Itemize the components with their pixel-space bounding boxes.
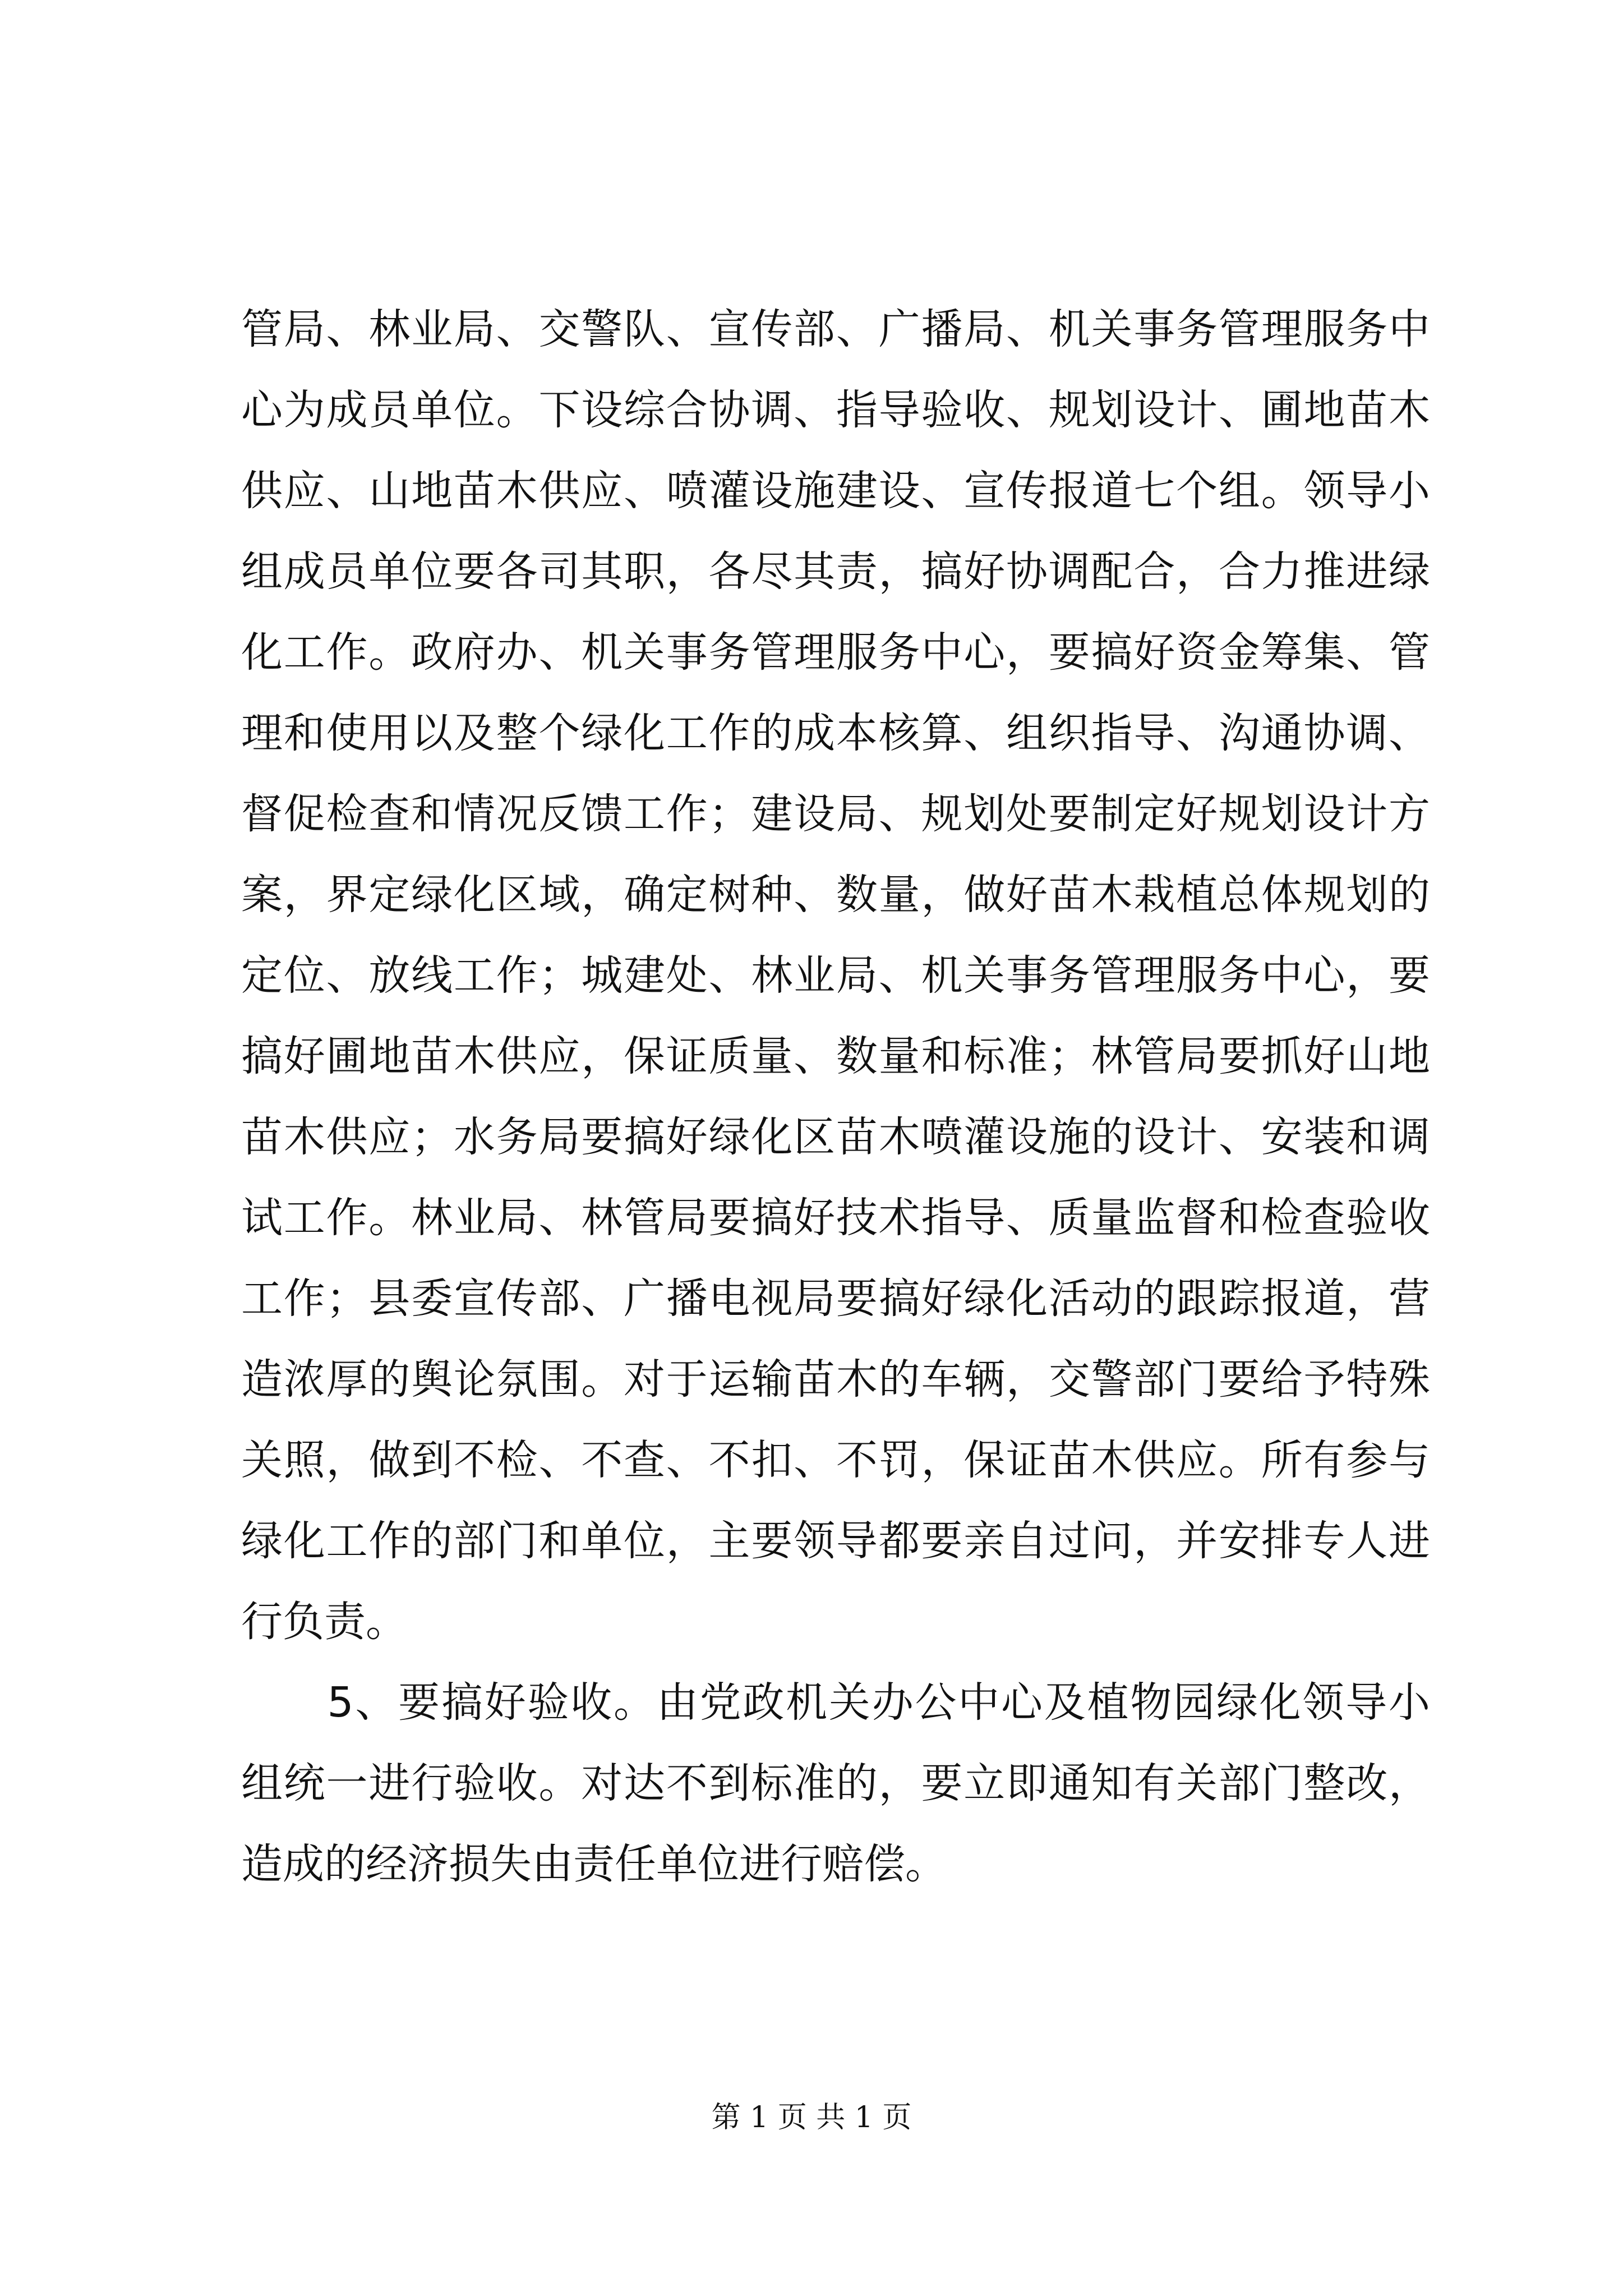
text-line: 组成员单位要各司其职，各尽其责，搞好协调配合，合力推进绿 bbox=[241, 547, 1430, 596]
text-line: 定位、放线工作；城建处、林业局、机关事务管理服务中心，要 bbox=[241, 951, 1430, 1000]
text-line: 5、要搞好验收。由党政机关办公中心及植物园绿化领导小 bbox=[241, 1678, 1430, 1727]
text-line: 苗木供应；水务局要搞好绿化区苗木喷灌设施的设计、安装和调 bbox=[241, 1113, 1430, 1161]
text-line: 理和使用以及整个绿化工作的成本核算、组织指导、沟通协调、 bbox=[241, 709, 1430, 757]
text-line: 关照，做到不检、不查、不扣、不罚，保证苗木供应。所有参与 bbox=[241, 1436, 1430, 1484]
text-line: 组统一进行验收。对达不到标准的，要立即通知有关部门整改， bbox=[241, 1759, 1430, 1807]
text-line: 造浓厚的舆论氛围。对于运输苗木的车辆，交警部门要给予特殊 bbox=[241, 1355, 1430, 1404]
text-line: 工作；县委宣传部、广播电视局要搞好绿化活动的跟踪报道，营 bbox=[241, 1274, 1430, 1323]
text-line: 心为成员单位。下设综合协调、指导验收、规划设计、圃地苗木 bbox=[241, 386, 1430, 434]
text-line: 化工作。政府办、机关事务管理服务中心，要搞好资金筹集、管 bbox=[241, 628, 1430, 677]
document-body bbox=[241, 289, 1430, 1904]
text-line: 试工作。林业局、林管局要搞好技术指导、质量监督和检查验收 bbox=[241, 1194, 1430, 1242]
text-line: 搞好圃地苗木供应，保证质量、数量和标准；林管局要抓好山地 bbox=[241, 1032, 1430, 1080]
text-line: 管局、林业局、交警队、宣传部、广播局、机关事务管理服务中 bbox=[241, 305, 1430, 353]
text-line: 案，界定绿化区域，确定树种、数量，做好苗木栽植总体规划的 bbox=[241, 871, 1430, 919]
text-line: 行负责。 bbox=[241, 1598, 407, 1646]
text-line: 督促检查和情况反馈工作；建设局、规划处要制定好规划设计方 bbox=[241, 790, 1430, 838]
text-line: 供应、山地苗木供应、喷灌设施建设、宣传报道七个组。领导小 bbox=[241, 467, 1430, 515]
text-line: 绿化工作的部门和单位，主要领导都要亲自过问，并安排专人进 bbox=[241, 1517, 1430, 1565]
text-line: 造成的经济损失由责任单位进行赔偿。 bbox=[241, 1840, 947, 1888]
page-number-footer: 第 1 页 共 1 页 bbox=[711, 2101, 912, 2134]
